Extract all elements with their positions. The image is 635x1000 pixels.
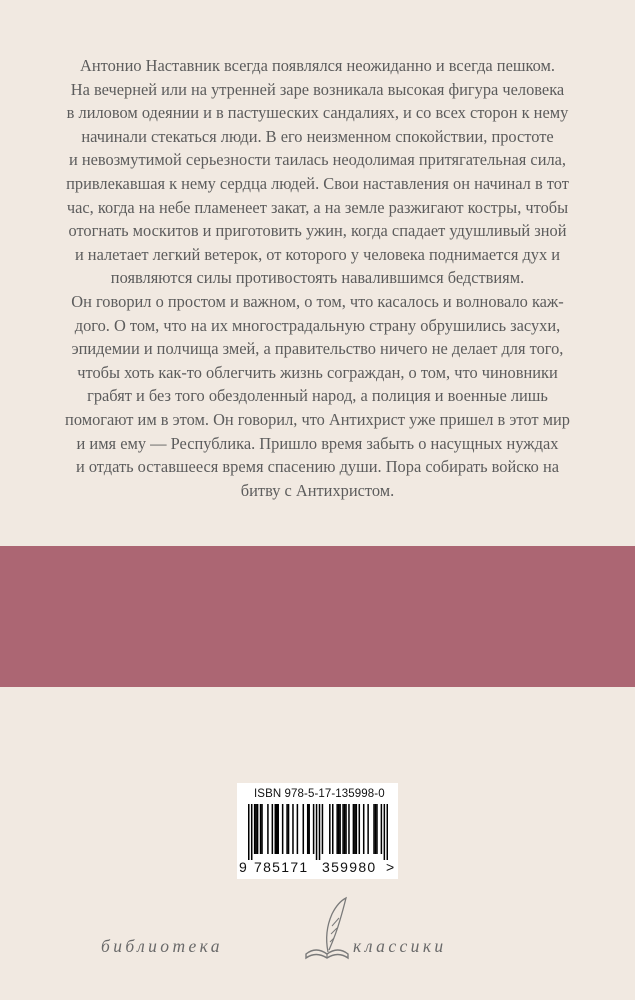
barcode-bar (292, 804, 294, 854)
blurb-line: отогнать москитов и приготовить ужин, когда спадает удушливый зной (68, 221, 567, 241)
barcode-bar (375, 804, 377, 854)
barcode-bar (319, 804, 321, 860)
barcode-bar (332, 804, 334, 854)
blurb-line: появляются силы противостоять навалившимся бедствиям. (110, 268, 525, 288)
blurb-line: в лиловом одеянии и в пастушеских сандалиях, и со всех сторон к нему (66, 103, 569, 123)
barcode-bar (329, 804, 331, 854)
barcode-bar (363, 804, 365, 854)
barcode-bars (248, 804, 388, 860)
blurb-line: помогают им в этом. Он говорил, что Антихрист уже пришел в этот мир (65, 409, 570, 429)
barcode-bar (303, 804, 305, 854)
barcode-digits-right: 359980 (322, 859, 377, 875)
blurb-line: начинали стекаться люди. В его неизменном спокойствии, простоте (81, 126, 554, 146)
series-name-left: библиотека (101, 936, 223, 956)
barcode-bar (257, 804, 259, 854)
blurb-line: грабят и без того обездоленный народ, а полиция и военные лишь (87, 386, 548, 406)
barcode-bar (286, 804, 288, 854)
blurb-line: Он говорил о простом и важном, о том, что касалось и волновало каж- (71, 291, 564, 311)
barcode-bar (354, 804, 356, 854)
isbn-label: ISBN 978-5-17-135998-0 (254, 788, 385, 800)
blurb-line: На вечерней или на утренней заре возникала высокая фигура человека (70, 79, 565, 99)
barcode-bar (384, 804, 386, 860)
blurb-line: и имя ему — Республика. Пришло время забыть о насущных нуждах (76, 433, 559, 453)
barcode-bar (307, 804, 309, 854)
barcode-bar (344, 804, 346, 854)
barcode-bar (348, 804, 350, 854)
blurb-line: дого. О том, что на их многострадальную страну обрушились засухи, (74, 315, 561, 335)
isbn-barcode (237, 783, 398, 879)
barcode-bar (282, 804, 284, 854)
barcode-bar (373, 804, 375, 854)
blurb-line: и налетает легкий ветерок, от которого у человека поднимается дух и (74, 244, 561, 264)
barcode-bar (267, 804, 269, 854)
back-cover-blurb (34, 54, 601, 502)
barcode-bar (251, 804, 253, 860)
barcode-bar (261, 804, 263, 854)
barcode-bar (260, 804, 262, 854)
blurb-line: привлекавшая к нему сердца людей. Свои наставления он начинал в тот (66, 173, 569, 193)
barcode-bar (381, 804, 383, 854)
barcode-bar (387, 804, 388, 860)
barcode-bar (345, 804, 347, 854)
barcode-bar (342, 804, 344, 854)
barcode-digits-left: 785171 (254, 859, 309, 875)
barcode-bar (316, 804, 318, 860)
series-name-right: классики (353, 936, 447, 956)
barcode-bar (272, 804, 274, 854)
barcode-bar (313, 804, 315, 854)
blurb-line: битву с Антихристом. (240, 480, 395, 500)
barcode-bar (339, 804, 341, 854)
barcode-bar (336, 804, 338, 854)
barcode-bar (288, 804, 290, 854)
barcode-bar (255, 804, 257, 854)
blurb-line: эпидемии и полчища змей, а правительство ничего не делает для того, (71, 339, 564, 359)
barcode-bar (297, 804, 299, 854)
blurb-line: чтобы хоть как-то облегчить жизнь сограждан, о том, что чиновники (77, 362, 558, 382)
quill-open-book-icon (302, 896, 352, 966)
blurb-line: час, когда на небе пламенеет закат, а на земле разжигают костры, чтобы (66, 197, 569, 217)
barcode-bar (322, 804, 324, 854)
barcode-bar (359, 804, 361, 854)
barcode-arrow: > (386, 859, 395, 875)
decorative-band (0, 546, 635, 687)
barcode-bar (353, 804, 355, 854)
barcode-bar (275, 804, 277, 854)
barcode-digit-first: 9 (239, 859, 247, 875)
blurb-line: и отдать оставшееся время спасению души. Пора собирать войско на (75, 457, 560, 477)
barcode-bar (376, 804, 378, 854)
barcode-bar (277, 804, 279, 854)
barcode-bar (356, 804, 358, 854)
barcode-bar (254, 804, 256, 854)
barcode-bar (338, 804, 340, 854)
series-logo-line (0, 930, 635, 970)
barcode-bar (248, 804, 250, 860)
barcode-bar (276, 804, 278, 854)
blurb-line: и невозмутимой серьезности таилась неодолимая притягательная сила, (68, 150, 567, 170)
blurb-line: Антонио Наставник всегда появлялся неожиданно и всегда пешком. (80, 56, 555, 75)
barcode-bar (367, 804, 369, 854)
barcode-bar (308, 804, 310, 854)
